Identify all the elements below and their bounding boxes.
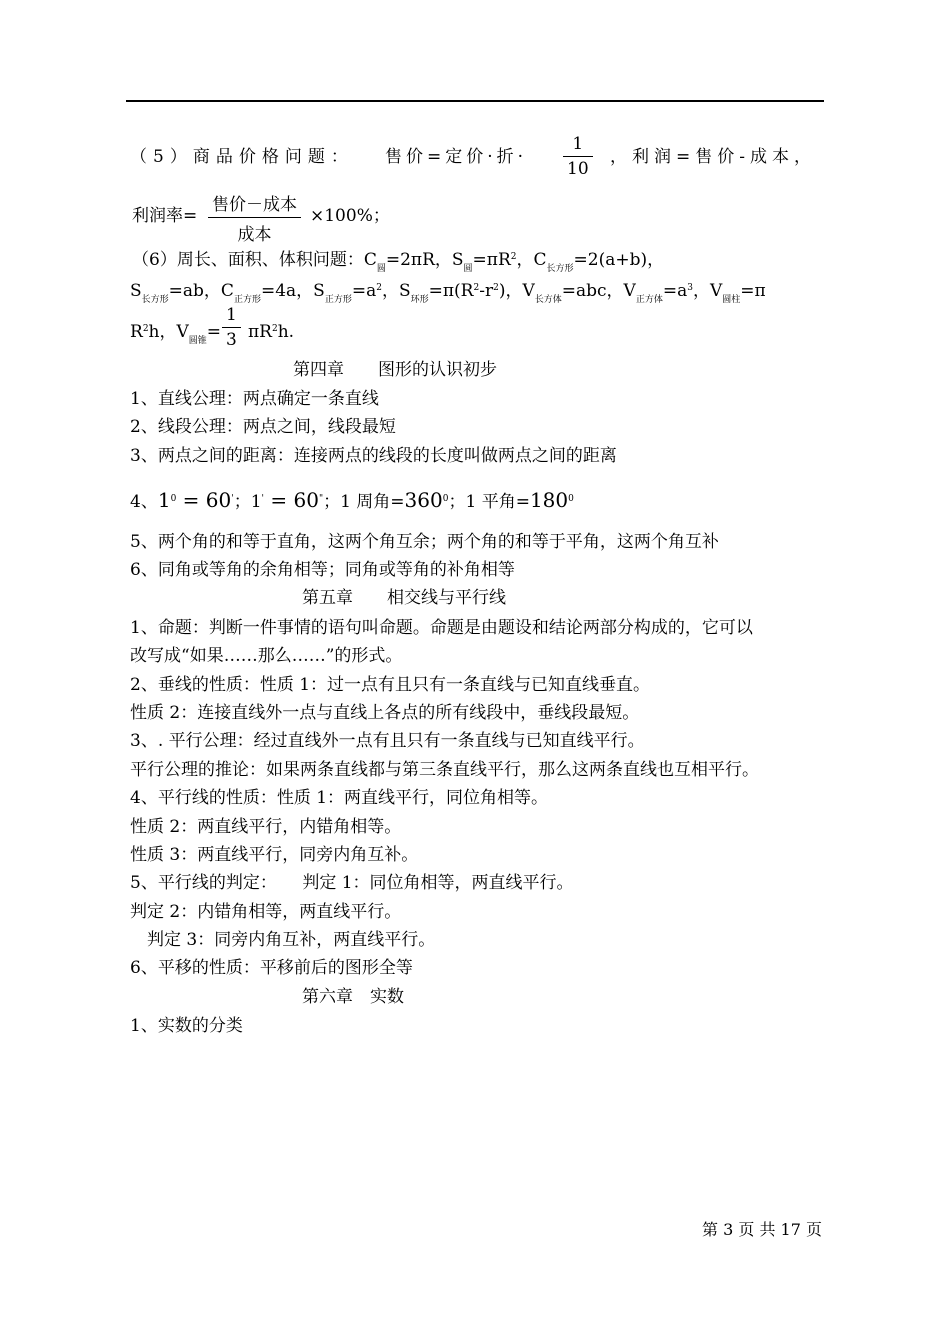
header-rule [126, 100, 824, 102]
price-fraction-numerator: 1 [572, 134, 584, 154]
chapter-5-line: 平行公理的推论：如果两条直线都与第三条直线平行，那么这两条直线也互相平行。 [130, 760, 759, 780]
price-formula-left: 售价=定价·折· [385, 147, 528, 167]
chapter-5-line: 改写成“如果……那么……”的形式。 [130, 646, 403, 666]
formula-line-1: （6）周长、面积、体积问题：$C_圆=2\pi R$，$S_圆=\pi R^2$，$C_{长方形}=2(a+b)$， [132, 250, 665, 274]
profit-rate-label: 利润率= [132, 206, 198, 226]
chapter-6-title: 第六章 实数 [302, 987, 404, 1007]
chapter-4-item-2: 2、线段公理：两点之间，线段最短 [130, 417, 396, 437]
chapter-4-item-5: 5、两个角的和等于直角，这两个角互余；两个角的和等于平角，这两个角互补 [130, 532, 719, 552]
cone-tail: $\pi R^2h$. [248, 322, 295, 342]
chapter-4-item-3: 3、两点之间的距离：连接两点的线段的长度叫做两点之间的距离 [130, 446, 617, 466]
profit-rate-denominator: 成本 [237, 225, 272, 245]
formula-line-2: $S_{长方形}=ab$，$C_{正方形}=4a$，$S_{正方形}=a^2$，$S_{环形}=\pi(R^2-r^2)$，$V_{长方体}=abc$，$V_{正方体}=a^3$，$V_{圆柱}=\pi$ [130, 281, 766, 305]
chapter-4-item-1: 1、直线公理：两点确定一条直线 [130, 389, 379, 409]
chapter-5-line: 4、平行线的性质：性质 1：两直线平行，同位角相等。 [130, 788, 549, 808]
chapter-5-line: 5、平行线的判定： 判定 1：同位角相等，两直线平行。 [130, 873, 574, 893]
cone-fraction-numerator: 1 [226, 305, 237, 325]
price-fraction [563, 134, 593, 179]
fraction-bar [208, 217, 301, 218]
chapter-6-item-1: 1、实数的分类 [130, 1016, 243, 1036]
chapter-5-line: 性质 3：两直线平行，同旁内角互补。 [130, 845, 419, 865]
formula-line-3: $R^2h$，$V_{圆锥}=$ [130, 322, 222, 346]
chapter-5-line: 3、. 平行公理：经过直线外一点有且只有一条直线与已知直线平行。 [130, 731, 645, 751]
chapter-5-line: 判定 2：内错角相等，两直线平行。 [130, 902, 402, 922]
chapter-5-line: 2、垂线的性质：性质 1：过一点有且只有一条直线与已知直线垂直。 [130, 675, 651, 695]
profit-rate-fraction [208, 190, 301, 245]
chapter-5-line: 性质 2：两直线平行，内错角相等。 [130, 817, 402, 837]
chapter-4-title: 第四章 图形的认识初步 [293, 360, 497, 380]
price-problem-label: （5）商品价格问题： [130, 147, 354, 167]
chapter-5-title: 第五章 相交线与平行线 [302, 588, 506, 608]
profit-rate-numerator: 售价－成本 [212, 195, 297, 215]
cone-fraction-denominator: 3 [226, 330, 237, 350]
cone-fraction [222, 305, 241, 350]
chapter-5-line: 1、命题：判断一件事情的语句叫命题。命题是由题设和结论两部分构成的，它可以 [130, 618, 753, 638]
page-footer: 第 3 页 共 17 页 [702, 1220, 822, 1239]
chapter-5-line: 6、平移的性质：平移前后的图形全等 [130, 958, 413, 978]
profit-rate-tail: ×100%； [310, 206, 390, 226]
chapter-4-item-4: 4、$1^0 = 60'$；1' = 60"；1 周角$=360^0$；1 平角$=180^0$ [130, 488, 574, 512]
fraction-bar [222, 327, 241, 328]
fraction-bar [563, 156, 593, 157]
price-formula-right: ，利润=售价-成本， [610, 147, 816, 167]
chapter-5-line: 判定 3：同旁内角互补，两直线平行。 [130, 930, 436, 950]
price-fraction-denominator: 10 [567, 159, 589, 179]
chapter-4-item-6: 6、同角或等角的余角相等；同角或等角的补角相等 [130, 560, 515, 580]
chapter-5-line: 性质 2：连接直线外一点与直线上各点的所有线段中，垂线段最短。 [130, 703, 640, 723]
